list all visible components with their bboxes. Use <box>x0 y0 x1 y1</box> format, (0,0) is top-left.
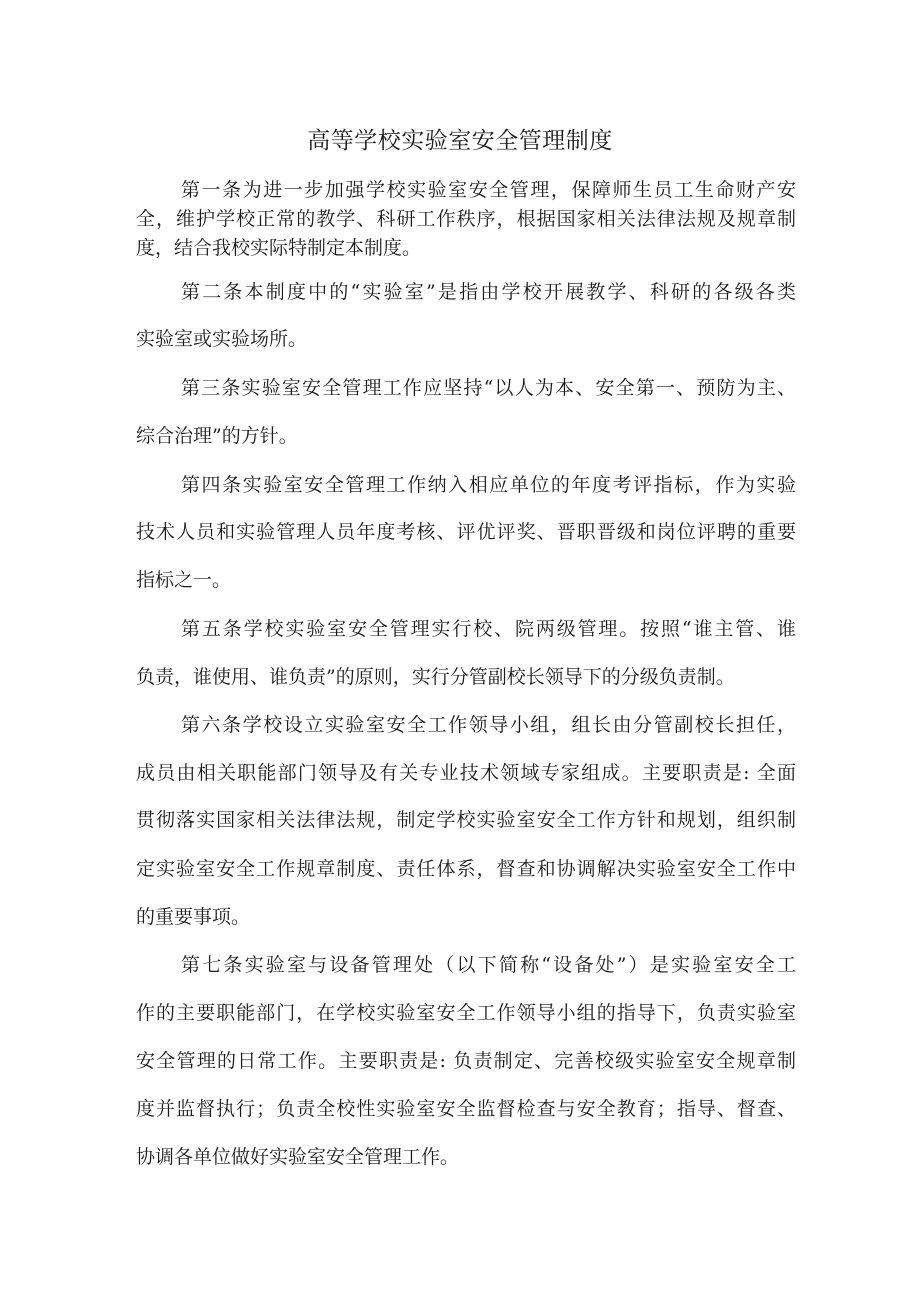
paragraph-line: 第一条为进一步加强学校实验室安全管理，保障师生员工生命财产安 <box>181 179 796 201</box>
paragraph-line: 指标之一。 <box>136 569 232 591</box>
paragraph-line: 安全管理的日常工作。主要职责是: 负责制定、完善校级实验室安全规章制 <box>136 1050 796 1072</box>
paragraph-line: 第五条学校实验室安全管理实行校、院两级管理。按照“谁主管、谁 <box>181 618 796 640</box>
document-title: 高等学校实验室安全管理制度 <box>307 128 613 154</box>
paragraph-line: 综合治理”的方针。 <box>136 425 298 447</box>
paragraph-line: 定实验室安全工作规章制度、责任体系，督查和协调解决实验室安全工作中 <box>136 858 796 880</box>
paragraph-line: 作的主要职能部门，在学校实验室安全工作领导小组的指导下，负责实验室 <box>136 1002 796 1024</box>
paragraph-line: 技术人员和实验管理人员年度考核、评优评奖、晋职晋级和岗位评聘的重要 <box>136 521 796 543</box>
paragraph-line: 负责，谁使用、谁负责”的原则，实行分管副校长领导下的分级负责制。 <box>136 666 735 688</box>
paragraph-line: 度，结合我校实际特制定本制度。 <box>136 237 422 259</box>
paragraph-line: 度并监督执行；负责全校性实验室安全监督检查与安全教育；指导、督查、 <box>136 1098 796 1120</box>
paragraph-line: 成员由相关职能部门领导及有关专业技术领域专家组成。主要职责是: 全面 <box>136 762 796 784</box>
paragraph-line: 第二条本制度中的“实验室”是指由学校开展教学、科研的各级各类 <box>181 281 796 303</box>
paragraph-line: 第四条实验室安全管理工作纳入相应单位的年度考评指标，作为实验 <box>181 474 796 496</box>
paragraph-line: 贯彻落实国家相关法律法规，制定学校实验室安全工作方针和规划，组织制 <box>136 809 796 831</box>
paragraph-line: 第三条实验室安全管理工作应坚持“以人为本、安全第一、预防为主、 <box>181 377 796 399</box>
paragraph-line: 第七条实验室与设备管理处（以下简称“设备处”）是实验室安全工 <box>181 954 796 976</box>
paragraph-line: 实验室或实验场所。 <box>136 328 308 350</box>
paragraph-line: 协调各单位做好实验室安全管理工作。 <box>136 1146 460 1168</box>
paragraph-line: 第六条学校设立实验室安全工作领导小组，组长由分管副校长担任， <box>181 714 796 736</box>
paragraph-line: 的重要事项。 <box>136 906 251 928</box>
paragraph-line: 全，维护学校正常的教学、科研工作秩序，根据国家相关法律法规及规章制 <box>136 208 796 230</box>
